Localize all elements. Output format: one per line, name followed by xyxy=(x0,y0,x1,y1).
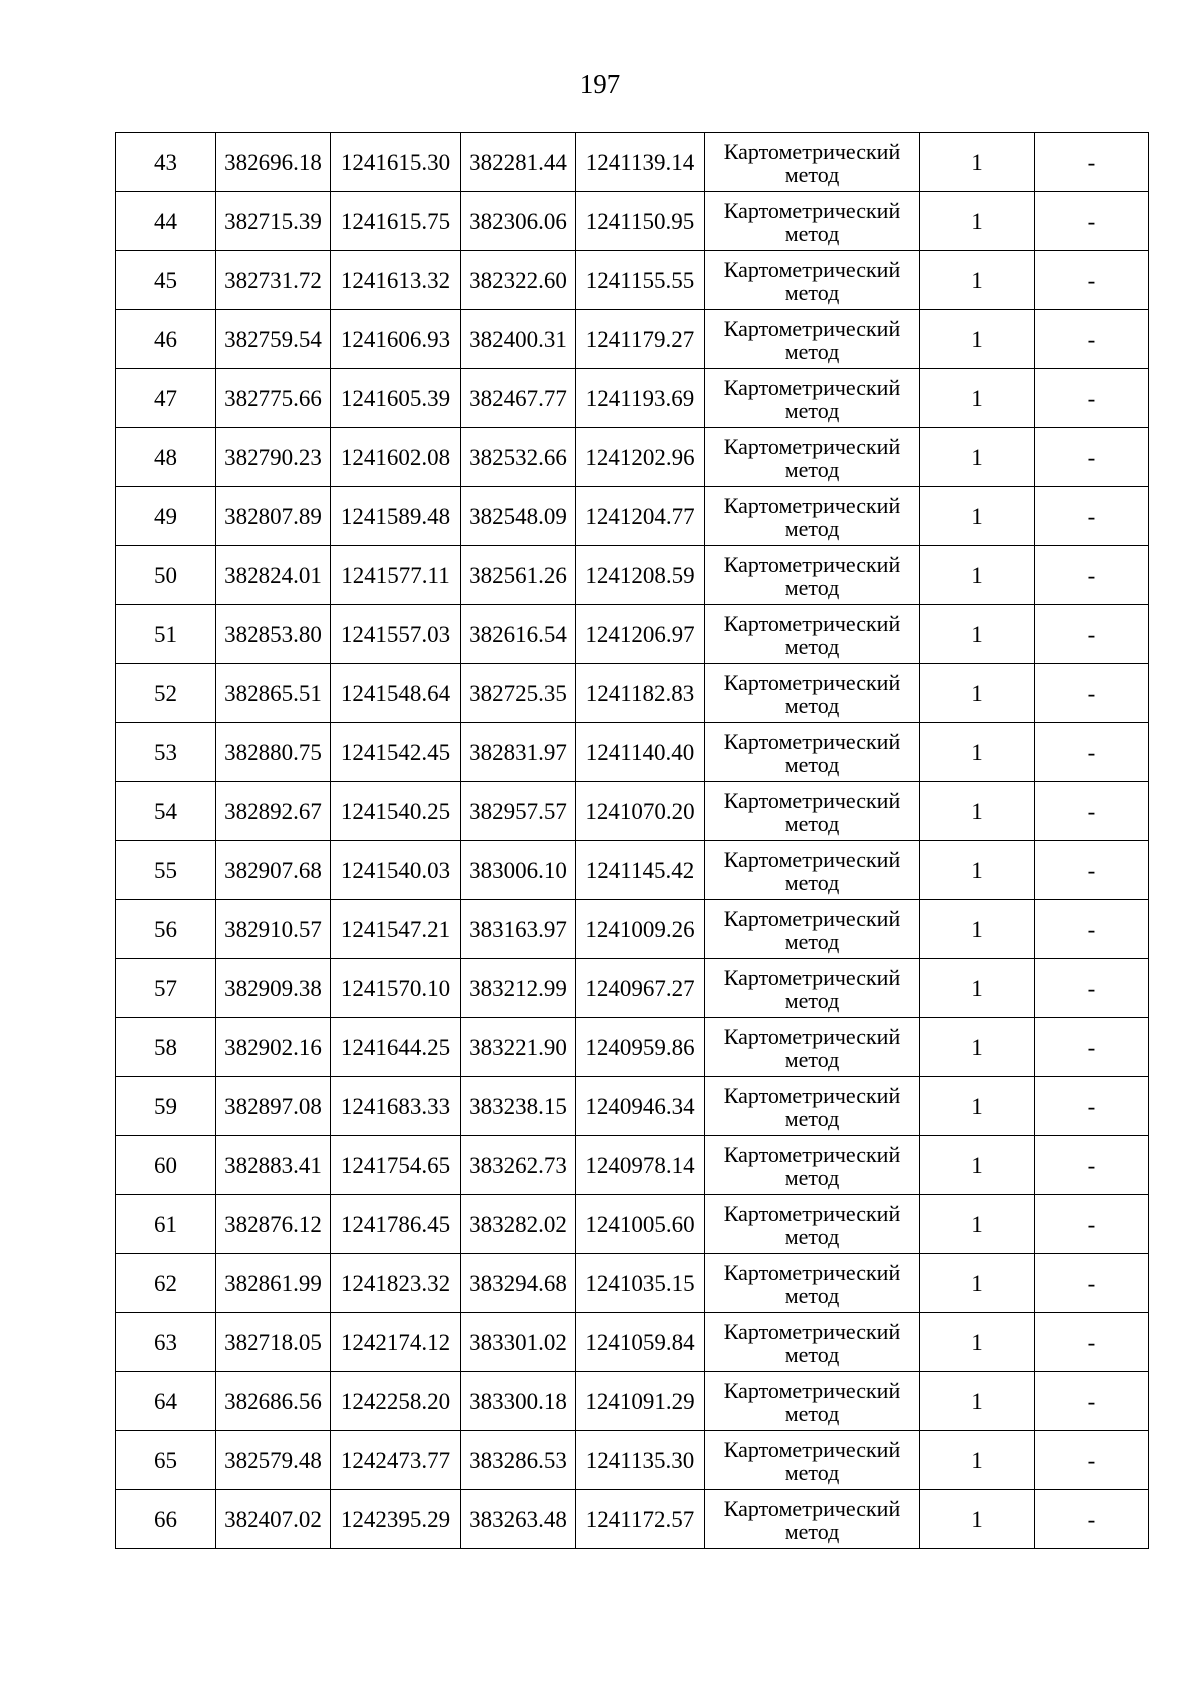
x-coordinate-cell: 382759.54 xyxy=(216,310,331,369)
method-cell xyxy=(705,369,920,428)
y-coordinate-2-cell: 1241035.15 xyxy=(576,1254,705,1313)
accuracy-cell: 1 xyxy=(920,192,1035,251)
method-cell xyxy=(705,605,920,664)
x-coordinate-cell: 382883.41 xyxy=(216,1136,331,1195)
y-coordinate-cell: 1241605.39 xyxy=(331,369,461,428)
note-cell: - xyxy=(1035,487,1149,546)
note-cell: - xyxy=(1035,1077,1149,1136)
x-coordinate-cell: 382775.66 xyxy=(216,369,331,428)
method-label-line2: метод xyxy=(784,456,840,482)
y-coordinate-cell: 1241644.25 xyxy=(331,1018,461,1077)
method-cell xyxy=(705,1136,920,1195)
table-row xyxy=(116,723,1149,782)
y-coordinate-2-cell: 1241172.57 xyxy=(576,1490,705,1549)
y-coordinate-2-cell: 1241204.77 xyxy=(576,487,705,546)
method-cell xyxy=(705,900,920,959)
x-coordinate-2-cell: 382467.77 xyxy=(461,369,576,428)
note-cell: - xyxy=(1035,723,1149,782)
x-coordinate-cell: 382715.39 xyxy=(216,192,331,251)
x-coordinate-cell: 382579.48 xyxy=(216,1431,331,1490)
x-coordinate-2-cell: 382561.26 xyxy=(461,546,576,605)
y-coordinate-cell: 1241547.21 xyxy=(331,900,461,959)
table-row xyxy=(116,192,1149,251)
y-coordinate-cell: 1241542.45 xyxy=(331,723,461,782)
method-label-line1: Картометрический xyxy=(723,1318,901,1344)
y-coordinate-2-cell: 1241208.59 xyxy=(576,546,705,605)
method-cell xyxy=(705,841,920,900)
table-row xyxy=(116,428,1149,487)
point-number-cell: 52 xyxy=(116,664,216,723)
method-label-line2: метод xyxy=(784,397,840,423)
accuracy-cell: 1 xyxy=(920,1077,1035,1136)
method-label-line2: метод xyxy=(784,1105,840,1131)
y-coordinate-cell: 1241615.30 xyxy=(331,133,461,192)
accuracy-cell: 1 xyxy=(920,782,1035,841)
method-cell xyxy=(705,192,920,251)
y-coordinate-cell: 1241606.93 xyxy=(331,310,461,369)
method-label-line2: метод xyxy=(784,515,840,541)
note-cell: - xyxy=(1035,1313,1149,1372)
y-coordinate-cell: 1241602.08 xyxy=(331,428,461,487)
table-row xyxy=(116,1490,1149,1549)
method-label-line1: Картометрический xyxy=(723,1436,901,1462)
accuracy-cell: 1 xyxy=(920,605,1035,664)
y-coordinate-2-cell: 1241140.40 xyxy=(576,723,705,782)
y-coordinate-cell: 1241613.32 xyxy=(331,251,461,310)
x-coordinate-cell: 382407.02 xyxy=(216,1490,331,1549)
y-coordinate-cell: 1241786.45 xyxy=(331,1195,461,1254)
method-label-line1: Картометрический xyxy=(723,964,901,990)
method-label-line2: метод xyxy=(784,987,840,1013)
accuracy-cell: 1 xyxy=(920,1195,1035,1254)
y-coordinate-2-cell: 1241145.42 xyxy=(576,841,705,900)
x-coordinate-cell: 382861.99 xyxy=(216,1254,331,1313)
method-label-line1: Картометрический xyxy=(723,1023,901,1049)
x-coordinate-2-cell: 383294.68 xyxy=(461,1254,576,1313)
method-label-line2: метод xyxy=(784,161,840,187)
y-coordinate-2-cell: 1241059.84 xyxy=(576,1313,705,1372)
x-coordinate-cell: 382907.68 xyxy=(216,841,331,900)
x-coordinate-cell: 382902.16 xyxy=(216,1018,331,1077)
point-number-cell: 54 xyxy=(116,782,216,841)
table-row xyxy=(116,900,1149,959)
point-number-cell: 45 xyxy=(116,251,216,310)
y-coordinate-2-cell: 1241139.14 xyxy=(576,133,705,192)
method-label-line1: Картометрический xyxy=(723,905,901,931)
y-coordinate-cell: 1241754.65 xyxy=(331,1136,461,1195)
method-label-line1: Картометрический xyxy=(723,1082,901,1108)
accuracy-cell: 1 xyxy=(920,1018,1035,1077)
x-coordinate-2-cell: 382548.09 xyxy=(461,487,576,546)
note-cell: - xyxy=(1035,310,1149,369)
point-number-cell: 60 xyxy=(116,1136,216,1195)
accuracy-cell: 1 xyxy=(920,723,1035,782)
y-coordinate-2-cell: 1241182.83 xyxy=(576,664,705,723)
table-row xyxy=(116,1431,1149,1490)
y-coordinate-2-cell: 1241179.27 xyxy=(576,310,705,369)
x-coordinate-2-cell: 383286.53 xyxy=(461,1431,576,1490)
method-label-line1: Картометрический xyxy=(723,1200,901,1226)
table-row xyxy=(116,487,1149,546)
method-label-line1: Картометрический xyxy=(723,315,901,341)
x-coordinate-2-cell: 383262.73 xyxy=(461,1136,576,1195)
x-coordinate-2-cell: 383238.15 xyxy=(461,1077,576,1136)
y-coordinate-cell: 1241570.10 xyxy=(331,959,461,1018)
method-label-line2: метод xyxy=(784,279,840,305)
note-cell: - xyxy=(1035,133,1149,192)
y-coordinate-cell: 1242174.12 xyxy=(331,1313,461,1372)
point-number-cell: 44 xyxy=(116,192,216,251)
method-label-line2: метод xyxy=(784,1164,840,1190)
point-number-cell: 58 xyxy=(116,1018,216,1077)
table-row xyxy=(116,605,1149,664)
point-number-cell: 63 xyxy=(116,1313,216,1372)
x-coordinate-cell: 382790.23 xyxy=(216,428,331,487)
x-coordinate-2-cell: 383282.02 xyxy=(461,1195,576,1254)
x-coordinate-2-cell: 382532.66 xyxy=(461,428,576,487)
method-label-line2: метод xyxy=(784,1341,840,1367)
method-cell xyxy=(705,1313,920,1372)
note-cell: - xyxy=(1035,841,1149,900)
y-coordinate-cell: 1241615.75 xyxy=(331,192,461,251)
note-cell: - xyxy=(1035,1372,1149,1431)
point-number-cell: 46 xyxy=(116,310,216,369)
accuracy-cell: 1 xyxy=(920,546,1035,605)
y-coordinate-2-cell: 1240959.86 xyxy=(576,1018,705,1077)
method-label-line2: метод xyxy=(784,1282,840,1308)
x-coordinate-cell: 382892.67 xyxy=(216,782,331,841)
y-coordinate-2-cell: 1241009.26 xyxy=(576,900,705,959)
method-cell xyxy=(705,428,920,487)
accuracy-cell: 1 xyxy=(920,841,1035,900)
method-cell xyxy=(705,959,920,1018)
method-cell xyxy=(705,1018,920,1077)
table-row xyxy=(116,1254,1149,1313)
table-row xyxy=(116,782,1149,841)
y-coordinate-cell: 1241540.03 xyxy=(331,841,461,900)
x-coordinate-cell: 382718.05 xyxy=(216,1313,331,1372)
y-coordinate-cell: 1242395.29 xyxy=(331,1490,461,1549)
note-cell: - xyxy=(1035,1018,1149,1077)
point-number-cell: 47 xyxy=(116,369,216,428)
method-label-line1: Картометрический xyxy=(723,492,901,518)
method-cell xyxy=(705,1431,920,1490)
point-number-cell: 53 xyxy=(116,723,216,782)
note-cell: - xyxy=(1035,546,1149,605)
method-label-line1: Картометрический xyxy=(723,787,901,813)
method-label-line2: метод xyxy=(784,1518,840,1544)
x-coordinate-cell: 382880.75 xyxy=(216,723,331,782)
x-coordinate-cell: 382909.38 xyxy=(216,959,331,1018)
x-coordinate-2-cell: 382400.31 xyxy=(461,310,576,369)
point-number-cell: 57 xyxy=(116,959,216,1018)
method-cell xyxy=(705,251,920,310)
accuracy-cell: 1 xyxy=(920,900,1035,959)
method-cell xyxy=(705,1077,920,1136)
point-number-cell: 59 xyxy=(116,1077,216,1136)
method-label-line1: Картометрический xyxy=(723,256,901,282)
table-row xyxy=(116,1077,1149,1136)
note-cell: - xyxy=(1035,251,1149,310)
y-coordinate-cell: 1241683.33 xyxy=(331,1077,461,1136)
accuracy-cell: 1 xyxy=(920,1490,1035,1549)
x-coordinate-2-cell: 383301.02 xyxy=(461,1313,576,1372)
method-label-line2: метод xyxy=(784,574,840,600)
method-label-line1: Картометрический xyxy=(723,1377,901,1403)
x-coordinate-cell: 382731.72 xyxy=(216,251,331,310)
note-cell: - xyxy=(1035,1254,1149,1313)
table-row xyxy=(116,1136,1149,1195)
method-label-line2: метод xyxy=(784,633,840,659)
point-number-cell: 66 xyxy=(116,1490,216,1549)
note-cell: - xyxy=(1035,1195,1149,1254)
x-coordinate-2-cell: 382306.06 xyxy=(461,192,576,251)
y-coordinate-2-cell: 1241202.96 xyxy=(576,428,705,487)
accuracy-cell: 1 xyxy=(920,428,1035,487)
point-number-cell: 56 xyxy=(116,900,216,959)
method-cell xyxy=(705,1490,920,1549)
table-row xyxy=(116,1195,1149,1254)
method-label-line2: метод xyxy=(784,869,840,895)
method-cell xyxy=(705,1254,920,1313)
y-coordinate-cell: 1241823.32 xyxy=(331,1254,461,1313)
note-cell: - xyxy=(1035,664,1149,723)
accuracy-cell: 1 xyxy=(920,959,1035,1018)
note-cell: - xyxy=(1035,959,1149,1018)
x-coordinate-2-cell: 382725.35 xyxy=(461,664,576,723)
x-coordinate-2-cell: 383263.48 xyxy=(461,1490,576,1549)
method-label-line2: метод xyxy=(784,338,840,364)
coordinates-table-body xyxy=(116,133,1149,1549)
point-number-cell: 49 xyxy=(116,487,216,546)
y-coordinate-cell: 1242473.77 xyxy=(331,1431,461,1490)
y-coordinate-2-cell: 1240978.14 xyxy=(576,1136,705,1195)
note-cell: - xyxy=(1035,1490,1149,1549)
method-label-line2: метод xyxy=(784,220,840,246)
point-number-cell: 48 xyxy=(116,428,216,487)
note-cell: - xyxy=(1035,369,1149,428)
x-coordinate-cell: 382876.12 xyxy=(216,1195,331,1254)
page-number: 197 xyxy=(579,69,621,99)
method-cell xyxy=(705,664,920,723)
y-coordinate-2-cell: 1240946.34 xyxy=(576,1077,705,1136)
method-label-line1: Картометрический xyxy=(723,1259,901,1285)
accuracy-cell: 1 xyxy=(920,1313,1035,1372)
x-coordinate-2-cell: 382281.44 xyxy=(461,133,576,192)
accuracy-cell: 1 xyxy=(920,1136,1035,1195)
point-number-cell: 61 xyxy=(116,1195,216,1254)
method-label-line1: Картометрический xyxy=(723,551,901,577)
method-cell xyxy=(705,310,920,369)
accuracy-cell: 1 xyxy=(920,251,1035,310)
method-label-line1: Картометрический xyxy=(723,138,901,164)
method-label-line2: метод xyxy=(784,928,840,954)
table-row xyxy=(116,310,1149,369)
point-number-cell: 50 xyxy=(116,546,216,605)
x-coordinate-cell: 382853.80 xyxy=(216,605,331,664)
note-cell: - xyxy=(1035,782,1149,841)
method-cell xyxy=(705,133,920,192)
table-row xyxy=(116,133,1149,192)
x-coordinate-cell: 382686.56 xyxy=(216,1372,331,1431)
accuracy-cell: 1 xyxy=(920,310,1035,369)
table-row xyxy=(116,959,1149,1018)
note-cell: - xyxy=(1035,1431,1149,1490)
x-coordinate-cell: 382910.57 xyxy=(216,900,331,959)
table-row xyxy=(116,1313,1149,1372)
point-number-cell: 62 xyxy=(116,1254,216,1313)
x-coordinate-2-cell: 382831.97 xyxy=(461,723,576,782)
y-coordinate-cell: 1241589.48 xyxy=(331,487,461,546)
x-coordinate-cell: 382897.08 xyxy=(216,1077,331,1136)
accuracy-cell: 1 xyxy=(920,369,1035,428)
table-row xyxy=(116,664,1149,723)
method-cell xyxy=(705,1195,920,1254)
x-coordinate-2-cell: 382322.60 xyxy=(461,251,576,310)
method-label-line2: метод xyxy=(784,1223,840,1249)
y-coordinate-cell: 1241540.25 xyxy=(331,782,461,841)
method-label-line1: Картометрический xyxy=(723,374,901,400)
x-coordinate-2-cell: 383006.10 xyxy=(461,841,576,900)
x-coordinate-2-cell: 383221.90 xyxy=(461,1018,576,1077)
y-coordinate-2-cell: 1241091.29 xyxy=(576,1372,705,1431)
accuracy-cell: 1 xyxy=(920,1372,1035,1431)
method-label-line2: метод xyxy=(784,751,840,777)
y-coordinate-2-cell: 1241135.30 xyxy=(576,1431,705,1490)
y-coordinate-2-cell: 1241193.69 xyxy=(576,369,705,428)
note-cell: - xyxy=(1035,900,1149,959)
y-coordinate-2-cell: 1241206.97 xyxy=(576,605,705,664)
table-row xyxy=(116,251,1149,310)
y-coordinate-cell: 1241548.64 xyxy=(331,664,461,723)
method-label-line1: Картометрический xyxy=(723,197,901,223)
x-coordinate-2-cell: 383300.18 xyxy=(461,1372,576,1431)
method-label-line1: Картометрический xyxy=(723,1495,901,1521)
table-row xyxy=(116,841,1149,900)
note-cell: - xyxy=(1035,428,1149,487)
y-coordinate-cell: 1242258.20 xyxy=(331,1372,461,1431)
y-coordinate-2-cell: 1241150.95 xyxy=(576,192,705,251)
coordinates-table xyxy=(115,132,1149,1549)
method-label-line2: метод xyxy=(784,1459,840,1485)
accuracy-cell: 1 xyxy=(920,1431,1035,1490)
y-coordinate-2-cell: 1241155.55 xyxy=(576,251,705,310)
x-coordinate-2-cell: 382957.57 xyxy=(461,782,576,841)
point-number-cell: 55 xyxy=(116,841,216,900)
method-cell xyxy=(705,782,920,841)
method-cell xyxy=(705,1372,920,1431)
x-coordinate-cell: 382696.18 xyxy=(216,133,331,192)
point-number-cell: 51 xyxy=(116,605,216,664)
method-label-line1: Картометрический xyxy=(723,669,901,695)
note-cell: - xyxy=(1035,192,1149,251)
accuracy-cell: 1 xyxy=(920,664,1035,723)
accuracy-cell: 1 xyxy=(920,487,1035,546)
note-cell: - xyxy=(1035,1136,1149,1195)
method-cell xyxy=(705,723,920,782)
x-coordinate-cell: 382824.01 xyxy=(216,546,331,605)
table-row xyxy=(116,1018,1149,1077)
point-number-cell: 64 xyxy=(116,1372,216,1431)
y-coordinate-cell: 1241577.11 xyxy=(331,546,461,605)
x-coordinate-cell: 382807.89 xyxy=(216,487,331,546)
table-row xyxy=(116,1372,1149,1431)
method-label-line1: Картометрический xyxy=(723,1141,901,1167)
x-coordinate-2-cell: 383212.99 xyxy=(461,959,576,1018)
method-cell xyxy=(705,487,920,546)
method-label-line2: метод xyxy=(784,1400,840,1426)
y-coordinate-2-cell: 1240967.27 xyxy=(576,959,705,1018)
method-label-line2: метод xyxy=(784,692,840,718)
table-row xyxy=(116,369,1149,428)
note-cell: - xyxy=(1035,605,1149,664)
method-label-line1: Картометрический xyxy=(723,728,901,754)
method-label-line2: метод xyxy=(784,810,840,836)
x-coordinate-2-cell: 382616.54 xyxy=(461,605,576,664)
method-label-line2: метод xyxy=(784,1046,840,1072)
point-number-cell: 65 xyxy=(116,1431,216,1490)
table-row xyxy=(116,546,1149,605)
method-cell xyxy=(705,546,920,605)
y-coordinate-2-cell: 1241005.60 xyxy=(576,1195,705,1254)
point-number-cell: 43 xyxy=(116,133,216,192)
y-coordinate-2-cell: 1241070.20 xyxy=(576,782,705,841)
accuracy-cell: 1 xyxy=(920,1254,1035,1313)
method-label-line1: Картометрический xyxy=(723,610,901,636)
method-label-line1: Картометрический xyxy=(723,433,901,459)
method-label-line1: Картометрический xyxy=(723,846,901,872)
x-coordinate-cell: 382865.51 xyxy=(216,664,331,723)
x-coordinate-2-cell: 383163.97 xyxy=(461,900,576,959)
accuracy-cell: 1 xyxy=(920,133,1035,192)
y-coordinate-cell: 1241557.03 xyxy=(331,605,461,664)
